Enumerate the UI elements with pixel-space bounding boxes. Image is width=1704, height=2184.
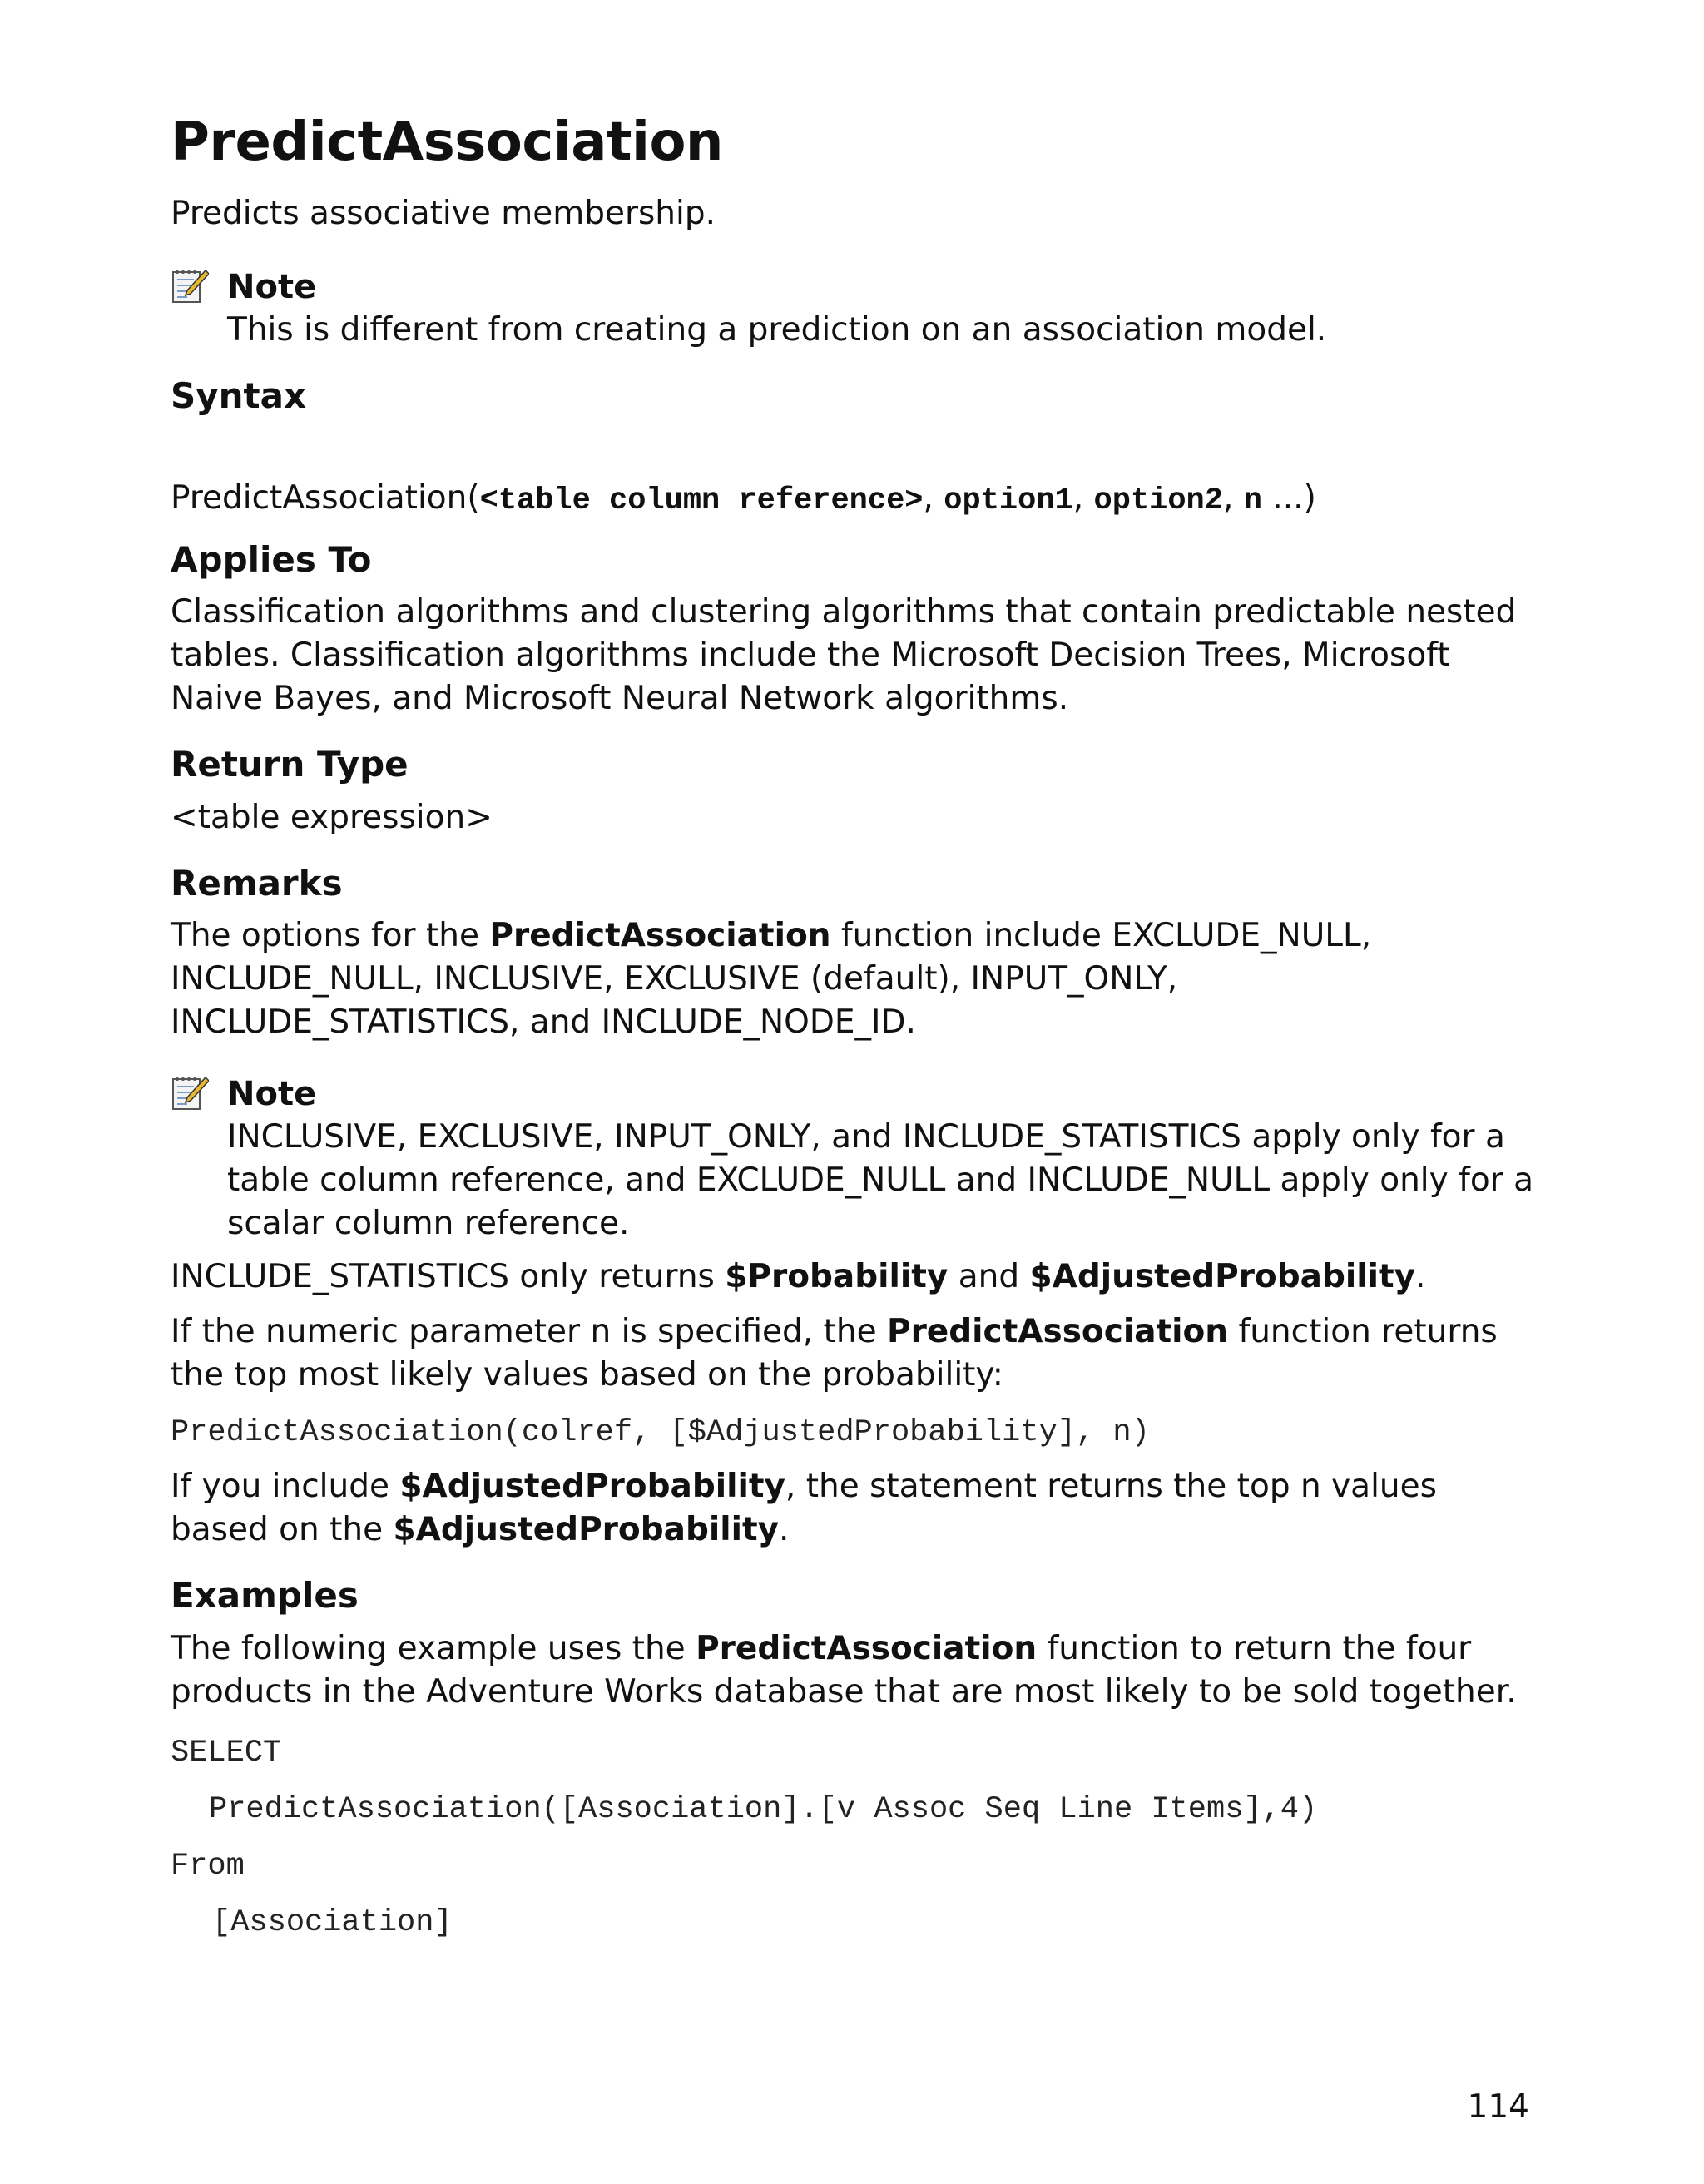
applies-to-text: Classification algorithms and clustering algorithms that contain predictable nested tables. Classification algorithms include the Microsoft Decision Trees, Microsoft Naive Bayes, and Microsoft Neural Network algorithms. [171, 593, 1517, 718]
note-pencil-icon [171, 1074, 209, 1112]
syntax-arg-table-column-reference: <table column reference> [479, 483, 924, 518]
applies-to-heading: Applies To [171, 538, 372, 580]
syntax-heading: Syntax [171, 374, 307, 416]
remarks-heading: Remarks [171, 862, 343, 904]
note-text: This is different from creating a prediction on an association model. [227, 310, 1327, 349]
return-type-text: <table expression> [171, 798, 493, 836]
examples-paragraph: The following example uses the PredictAssociation function to return the four products in the Adventure Works database that are most likely to be sold together. [171, 1629, 1517, 1711]
examples-heading: Examples [171, 1575, 359, 1617]
syntax-line: PredictAssociation(<table column reference>, option1, option2, n ...) [171, 478, 1316, 518]
page-number: 114 [1467, 2088, 1529, 2126]
page-title: PredictAssociation [171, 111, 723, 173]
note-pencil-icon [171, 267, 209, 305]
remarks-paragraph-4: If you include $AdjustedProbability, the statement returns the top n values based on the $AdjustedProbability. [171, 1468, 1437, 1549]
document-page [171, 112, 1535, 1944]
note-title: Note [227, 1075, 317, 1114]
remarks-paragraph-3: If the numeric parameter n is specified, the PredictAssociation function returns the top most likely values based on the probability: [171, 1313, 1498, 1394]
code-line: SELECT [171, 1735, 282, 1770]
syntax-arg-n: n [1243, 483, 1262, 518]
note-block-1 [171, 265, 1535, 352]
note-block-2 [171, 1072, 1535, 1246]
note-text: INCLUSIVE, EXCLUSIVE, INPUT_ONLY, and INCLUDE_STATISTICS apply only for a table column reference, and EXCLUDE_NULL and INCLUDE_NULL apply only for a scalar column reference. [227, 1118, 1534, 1243]
remarks-paragraph-1: The options for the PredictAssociation function include EXCLUDE_NULL, INCLUDE_NULL, INCLUSIVE, EXCLUSIVE (default), INPUT_ONLY, INCLUDE_STATISTICS, and INCLUDE_NODE_ID. [171, 917, 1372, 1042]
remarks-paragraph-2: INCLUDE_STATISTICS only returns $Probability and $AdjustedProbability. [171, 1258, 1426, 1296]
code-line: From [171, 1848, 245, 1884]
example-code-block [171, 1732, 1535, 1944]
page-subtitle: Predicts associative membership. [171, 194, 716, 232]
code-line: [Association] [212, 1904, 453, 1940]
syntax-arg-option2: option2 [1093, 483, 1223, 518]
return-type-heading: Return Type [171, 744, 409, 785]
code-snippet-predictassociation: PredictAssociation(colref, [$AdjustedProbability], n) [171, 1415, 1150, 1451]
syntax-func: PredictAssociation( [171, 478, 480, 517]
note-title: Note [227, 267, 317, 306]
syntax-arg-option1: option1 [944, 483, 1073, 518]
code-line: PredictAssociation([Association].[v Assoc Seq Line Items],4) [209, 1791, 1318, 1827]
